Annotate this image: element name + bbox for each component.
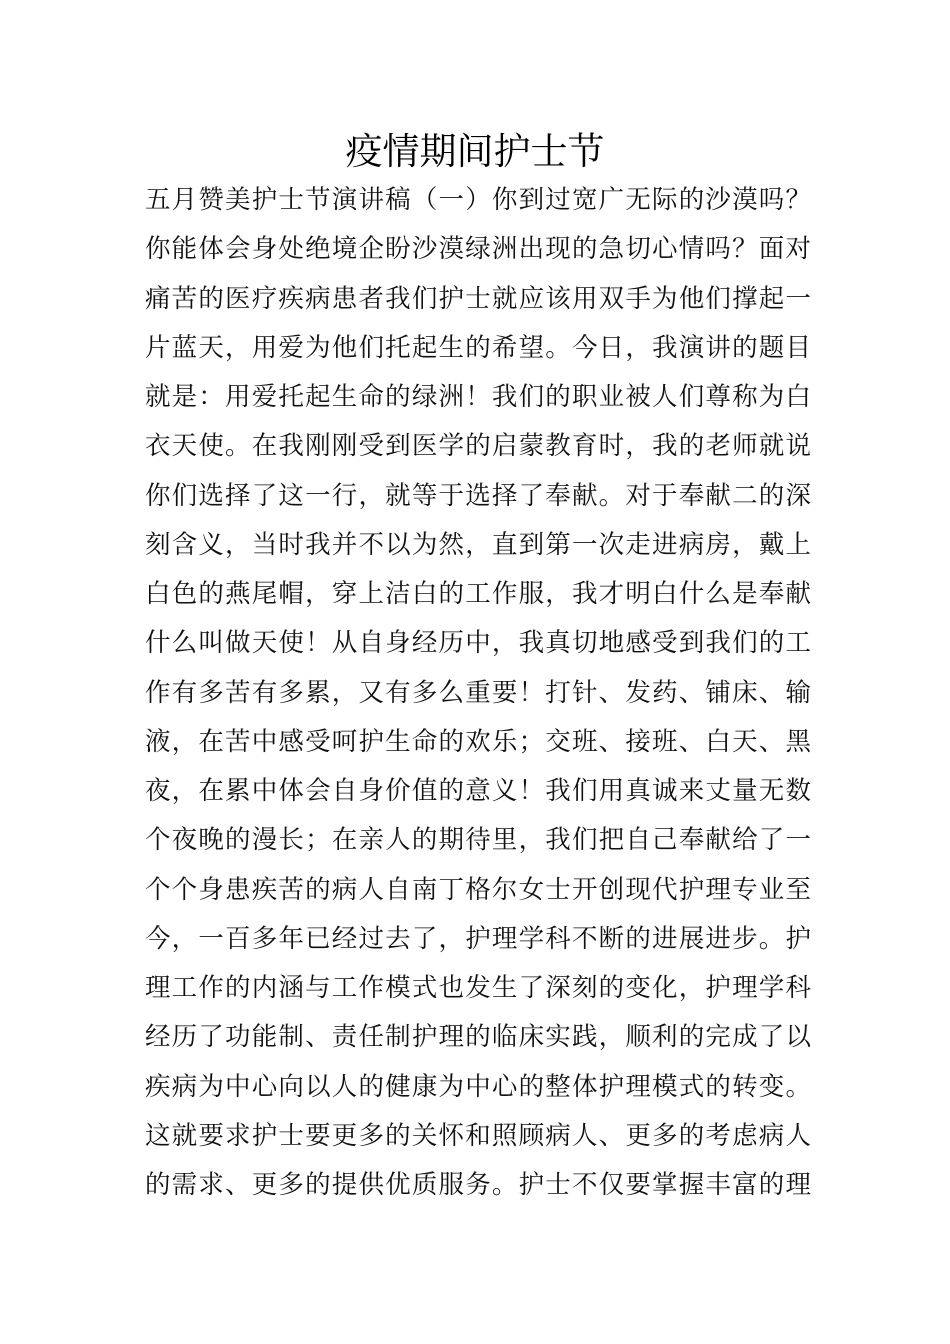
body-line: 的需求、更多的提供优质服务。护士不仅要掌握丰富的理 [145,1170,811,1200]
body-line: 什么叫做天使！从自身经历中，我真切地感受到我们的工 [145,628,811,659]
body-line: 今，一百多年已经过去了，护理学科不断的进展进步。护 [145,923,811,954]
document-body [145,176,811,1210]
body-line: 疾病为中心向以人的健康为中心的整体护理模式的转变。 [145,1071,811,1102]
body-line: 你能体会身处绝境企盼沙漠绿洲出现的急切心情吗？面对 [145,234,811,265]
body-line: 就是：用爱托起生命的绿洲！我们的职业被人们尊称为白 [145,382,811,412]
body-line: 个个身患疾苦的病人自南丁格尔女士开创现代护理专业至 [145,874,811,905]
body-line: 作有多苦有多累，又有多么重要！打针、发药、铺床、输 [145,677,811,708]
body-line: 理工作的内涵与工作模式也发生了深刻的变化，护理学科 [145,973,811,1003]
body-line: 液，在苦中感受呵护生命的欢乐；交班、接班、白天、黑 [145,726,811,757]
body-line: 片蓝天，用爱为他们托起生的希望。今日，我演讲的题目 [145,332,811,363]
body-line: 经历了功能制、责任制护理的临床实践，顺利的完成了以 [145,1022,811,1053]
body-line: 夜，在累中体会自身价值的意义！我们用真诚来丈量无数 [145,776,811,806]
body-line: 衣天使。在我刚刚受到医学的启蒙教育时，我的老师就说 [145,431,811,462]
document-title: 疫情期间护士节 [345,130,605,173]
body-line: 五月赞美护士节演讲稿（一）你到过宽广无际的沙漠吗？ [145,185,811,215]
body-line: 刻含义，当时我并不以为然，直到第一次走进病房，戴上 [145,529,811,560]
body-line: 你们选择了这一行，就等于选择了奉献。对于奉献二的深 [145,480,811,511]
body-line: 这就要求护士要更多的关怀和照顾病人、更多的考虑病人 [145,1120,811,1151]
body-line: 白色的燕尾帽，穿上洁白的工作服，我才明白什么是奉献 [145,579,811,609]
body-line: 个夜晚的漫长；在亲人的期待里，我们把自己奉献给了一 [145,825,811,856]
body-line: 痛苦的医疗疾病患者我们护士就应该用双手为他们撑起一 [145,283,811,314]
